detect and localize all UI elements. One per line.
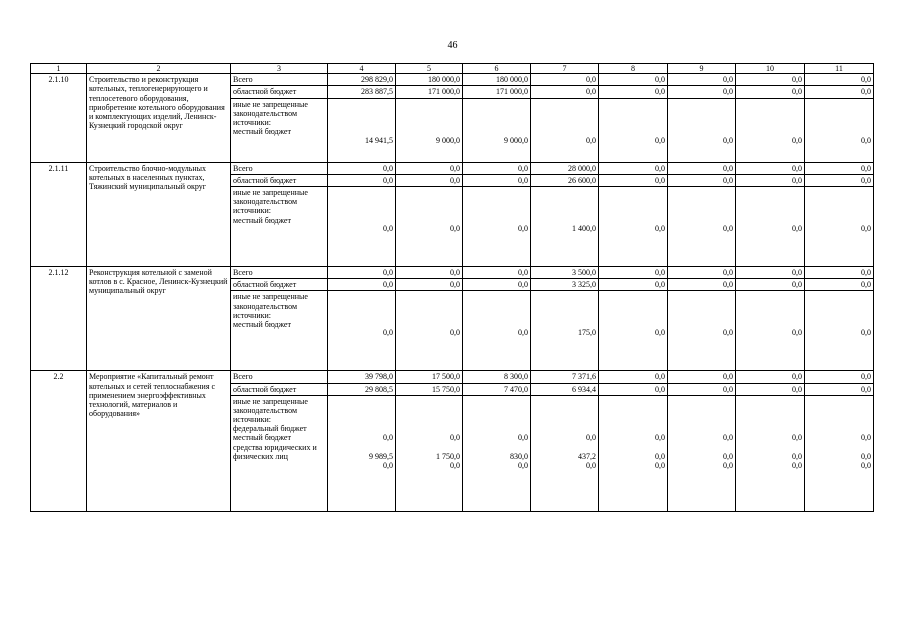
column-number-row <box>31 64 874 74</box>
value-cell: 171 000,0 <box>463 86 531 98</box>
value-local: 0,0 <box>655 451 665 461</box>
value-cell: 0,0 <box>668 86 736 98</box>
value-cell: 0,0 <box>668 162 736 174</box>
column-number-cell: 3 <box>231 64 328 74</box>
value-local: 0,0 <box>383 328 393 338</box>
source-label-legal: средства юридических и физических лиц <box>233 442 317 461</box>
value-local: 0,0 <box>792 451 802 461</box>
value-cell: 0,0 <box>805 266 874 278</box>
value-cell: 0,0 <box>463 279 531 291</box>
budget-table <box>30 63 874 512</box>
value-cell-stack <box>531 98 599 162</box>
value-local: 0,0 <box>861 451 871 461</box>
value-cell: 7 371,6 <box>531 371 599 383</box>
value-cell-stack <box>599 395 668 511</box>
value-local: 9 000,0 <box>436 135 460 145</box>
value-cell: 0,0 <box>805 174 874 186</box>
value-legal: 0,0 <box>723 461 733 471</box>
value-cell: 180 000,0 <box>396 74 463 86</box>
value-cell: 26 600,0 <box>531 174 599 186</box>
value-local: 9 989,5 <box>369 451 393 461</box>
project-row-total <box>31 162 874 174</box>
value-federal: 0,0 <box>518 432 528 442</box>
value-local: 0,0 <box>723 451 733 461</box>
project-name: Строительство блочно-модульных котельных в населенных пунктах, Тяжинский муниципальный округ <box>87 162 231 266</box>
value-cell: 0,0 <box>328 162 396 174</box>
value-cell-stack <box>396 98 463 162</box>
value-federal: 0,0 <box>655 432 665 442</box>
value-cell-stack <box>736 186 805 266</box>
value-local: 14 941,5 <box>365 135 393 145</box>
source-label-federal: федеральный бюджет <box>233 424 307 434</box>
value-cell: 3 325,0 <box>531 279 599 291</box>
value-cell-stack <box>463 186 531 266</box>
value-cell-stack <box>668 186 736 266</box>
value-legal: 0,0 <box>450 461 460 471</box>
value-cell: 0,0 <box>736 86 805 98</box>
value-cell: 0,0 <box>599 174 668 186</box>
value-cell: 0,0 <box>805 86 874 98</box>
value-cell-stack <box>396 186 463 266</box>
value-cell-stack <box>328 98 396 162</box>
value-cell: 0,0 <box>463 266 531 278</box>
value-cell: 15 750,0 <box>396 383 463 395</box>
other-sources-label: иные не запрещенные законодательством источники: <box>233 187 308 216</box>
project-row-total <box>31 74 874 86</box>
source-label-local: местный бюджет <box>233 127 291 137</box>
value-cell-stack <box>328 291 396 371</box>
value-cell-stack <box>599 98 668 162</box>
value-local: 0,0 <box>383 223 393 233</box>
column-number-cell: 8 <box>599 64 668 74</box>
value-local: 0,0 <box>655 328 665 338</box>
value-cell: 180 000,0 <box>463 74 531 86</box>
column-number-cell: 2 <box>87 64 231 74</box>
value-cell: 0,0 <box>736 279 805 291</box>
value-local: 0,0 <box>450 223 460 233</box>
value-local: 0,0 <box>586 135 596 145</box>
value-cell: 0,0 <box>805 383 874 395</box>
source-label-regional: областной бюджет <box>231 86 328 98</box>
column-number-cell: 4 <box>328 64 396 74</box>
value-cell-stack <box>463 395 531 511</box>
value-legal: 0,0 <box>518 461 528 471</box>
value-cell-stack <box>736 395 805 511</box>
value-cell-stack <box>668 291 736 371</box>
source-label-total: Всего <box>231 266 328 278</box>
value-cell: 0,0 <box>328 174 396 186</box>
column-number-cell: 6 <box>463 64 531 74</box>
source-label-other <box>231 186 328 266</box>
value-local: 0,0 <box>861 328 871 338</box>
value-cell: 17 500,0 <box>396 371 463 383</box>
value-cell: 0,0 <box>531 86 599 98</box>
value-cell: 0,0 <box>736 383 805 395</box>
value-cell: 283 887,5 <box>328 86 396 98</box>
column-number-cell: 9 <box>668 64 736 74</box>
value-local: 0,0 <box>518 223 528 233</box>
value-local: 0,0 <box>450 328 460 338</box>
value-cell-stack <box>463 98 531 162</box>
value-local: 0,0 <box>518 328 528 338</box>
value-cell: 0,0 <box>668 279 736 291</box>
value-cell: 0,0 <box>463 174 531 186</box>
source-label-regional: областной бюджет <box>231 279 328 291</box>
value-cell: 0,0 <box>736 174 805 186</box>
project-code: 2.2 <box>31 371 87 511</box>
column-number-cell: 1 <box>31 64 87 74</box>
value-cell: 0,0 <box>736 74 805 86</box>
value-cell-stack <box>328 186 396 266</box>
value-local: 1 750,0 <box>436 451 460 461</box>
value-local: 0,0 <box>792 223 802 233</box>
value-local: 175,0 <box>578 328 596 338</box>
value-cell: 0,0 <box>805 371 874 383</box>
value-cell-stack <box>805 291 874 371</box>
value-cell: 7 470,0 <box>463 383 531 395</box>
column-number-cell: 5 <box>396 64 463 74</box>
source-label-other <box>231 98 328 162</box>
value-cell: 6 934,4 <box>531 383 599 395</box>
other-sources-label: иные не запрещенные законодательством источники: <box>233 99 308 127</box>
value-federal: 0,0 <box>861 432 871 442</box>
value-cell: 0,0 <box>736 162 805 174</box>
value-cell: 0,0 <box>396 174 463 186</box>
value-cell: 0,0 <box>736 371 805 383</box>
other-sources-label: иные не запрещенные законодательством источники: <box>233 396 308 425</box>
value-cell-stack <box>599 291 668 371</box>
value-legal: 0,0 <box>792 461 802 471</box>
value-cell-stack <box>805 186 874 266</box>
value-local: 0,0 <box>723 223 733 233</box>
value-legal: 0,0 <box>655 461 665 471</box>
value-local: 1 400,0 <box>572 223 596 233</box>
value-cell: 0,0 <box>736 266 805 278</box>
value-cell: 8 300,0 <box>463 371 531 383</box>
value-cell-stack <box>805 98 874 162</box>
value-cell-stack <box>531 291 599 371</box>
project-row-total <box>31 371 874 383</box>
project-name: Строительство и реконструкция котельных, теплогенерирующего и теплосетевого оборудования, приобретение котельного оборудования и комплектующих изделий, Ленинск-Кузнецкий городской округ <box>87 74 231 162</box>
value-cell-stack <box>599 186 668 266</box>
source-label-total: Всего <box>231 371 328 383</box>
value-cell: 0,0 <box>328 279 396 291</box>
value-cell: 0,0 <box>396 279 463 291</box>
source-label-other <box>231 395 328 511</box>
project-code: 2.1.10 <box>31 74 87 162</box>
value-local: 830,0 <box>510 451 528 461</box>
value-cell: 0,0 <box>328 266 396 278</box>
project-code: 2.1.12 <box>31 266 87 370</box>
value-cell-stack <box>736 291 805 371</box>
source-label-regional: областной бюджет <box>231 174 328 186</box>
value-cell-stack <box>396 395 463 511</box>
project-code: 2.1.11 <box>31 162 87 266</box>
value-cell: 298 829,0 <box>328 74 396 86</box>
page-number: 46 <box>447 40 458 51</box>
value-local: 0,0 <box>792 135 802 145</box>
project-name: Мероприятие «Капитальный ремонт котельных и сетей теплоснабжения с применением энергоэффективных технологий, материалов и оборудования» <box>87 371 231 511</box>
value-federal: 0,0 <box>383 432 393 442</box>
source-label-local: местный бюджет <box>233 319 291 329</box>
value-cell: 0,0 <box>668 266 736 278</box>
project-name: Реконструкция котельной с заменой котлов в с. Красное, Ленинск-Кузнецкий муниципальный округ <box>87 266 231 370</box>
source-label-other <box>231 291 328 371</box>
value-cell: 0,0 <box>599 86 668 98</box>
value-federal: 0,0 <box>792 432 802 442</box>
value-federal: 0,0 <box>723 432 733 442</box>
value-cell: 0,0 <box>599 279 668 291</box>
value-cell: 0,0 <box>463 162 531 174</box>
value-cell: 0,0 <box>599 162 668 174</box>
value-local: 0,0 <box>723 328 733 338</box>
value-cell: 3 500,0 <box>531 266 599 278</box>
value-cell-stack <box>396 291 463 371</box>
column-number-cell: 7 <box>531 64 599 74</box>
value-cell: 28 000,0 <box>531 162 599 174</box>
value-cell: 0,0 <box>599 74 668 86</box>
value-federal: 0,0 <box>586 432 596 442</box>
value-cell: 0,0 <box>805 162 874 174</box>
value-local: 9 000,0 <box>504 135 528 145</box>
column-number-cell: 10 <box>736 64 805 74</box>
value-cell: 0,0 <box>805 74 874 86</box>
project-row-total <box>31 266 874 278</box>
value-cell: 171 000,0 <box>396 86 463 98</box>
source-label-total: Всего <box>231 74 328 86</box>
value-cell: 0,0 <box>396 162 463 174</box>
source-label-regional: областной бюджет <box>231 383 328 395</box>
source-label-local: местный бюджет <box>233 215 291 225</box>
other-sources-label: иные не запрещенные законодательством источники: <box>233 292 308 320</box>
value-cell-stack <box>328 395 396 511</box>
value-cell: 0,0 <box>396 266 463 278</box>
source-label-total: Всего <box>231 162 328 174</box>
value-legal: 0,0 <box>861 461 871 471</box>
value-cell: 0,0 <box>531 74 599 86</box>
value-cell: 29 808,5 <box>328 383 396 395</box>
value-cell-stack <box>531 186 599 266</box>
value-cell-stack <box>531 395 599 511</box>
column-number-cell: 11 <box>805 64 874 74</box>
value-local: 0,0 <box>861 135 871 145</box>
value-cell: 0,0 <box>668 383 736 395</box>
value-legal: 0,0 <box>383 461 393 471</box>
value-cell-stack <box>805 395 874 511</box>
value-cell-stack <box>668 98 736 162</box>
value-cell: 0,0 <box>668 371 736 383</box>
value-cell: 0,0 <box>668 174 736 186</box>
value-cell-stack <box>668 395 736 511</box>
value-local: 0,0 <box>861 223 871 233</box>
value-local: 0,0 <box>655 135 665 145</box>
value-cell: 0,0 <box>599 266 668 278</box>
value-cell: 0,0 <box>805 279 874 291</box>
value-cell: 0,0 <box>599 371 668 383</box>
value-local: 437,2 <box>578 451 596 461</box>
source-label-local: местный бюджет <box>233 433 291 443</box>
value-federal: 0,0 <box>450 432 460 442</box>
value-local: 0,0 <box>792 328 802 338</box>
value-cell: 0,0 <box>599 383 668 395</box>
value-cell-stack <box>736 98 805 162</box>
value-cell-stack <box>463 291 531 371</box>
value-local: 0,0 <box>723 135 733 145</box>
value-legal: 0,0 <box>586 461 596 471</box>
value-local: 0,0 <box>655 223 665 233</box>
value-cell: 39 798,0 <box>328 371 396 383</box>
value-cell: 0,0 <box>668 74 736 86</box>
